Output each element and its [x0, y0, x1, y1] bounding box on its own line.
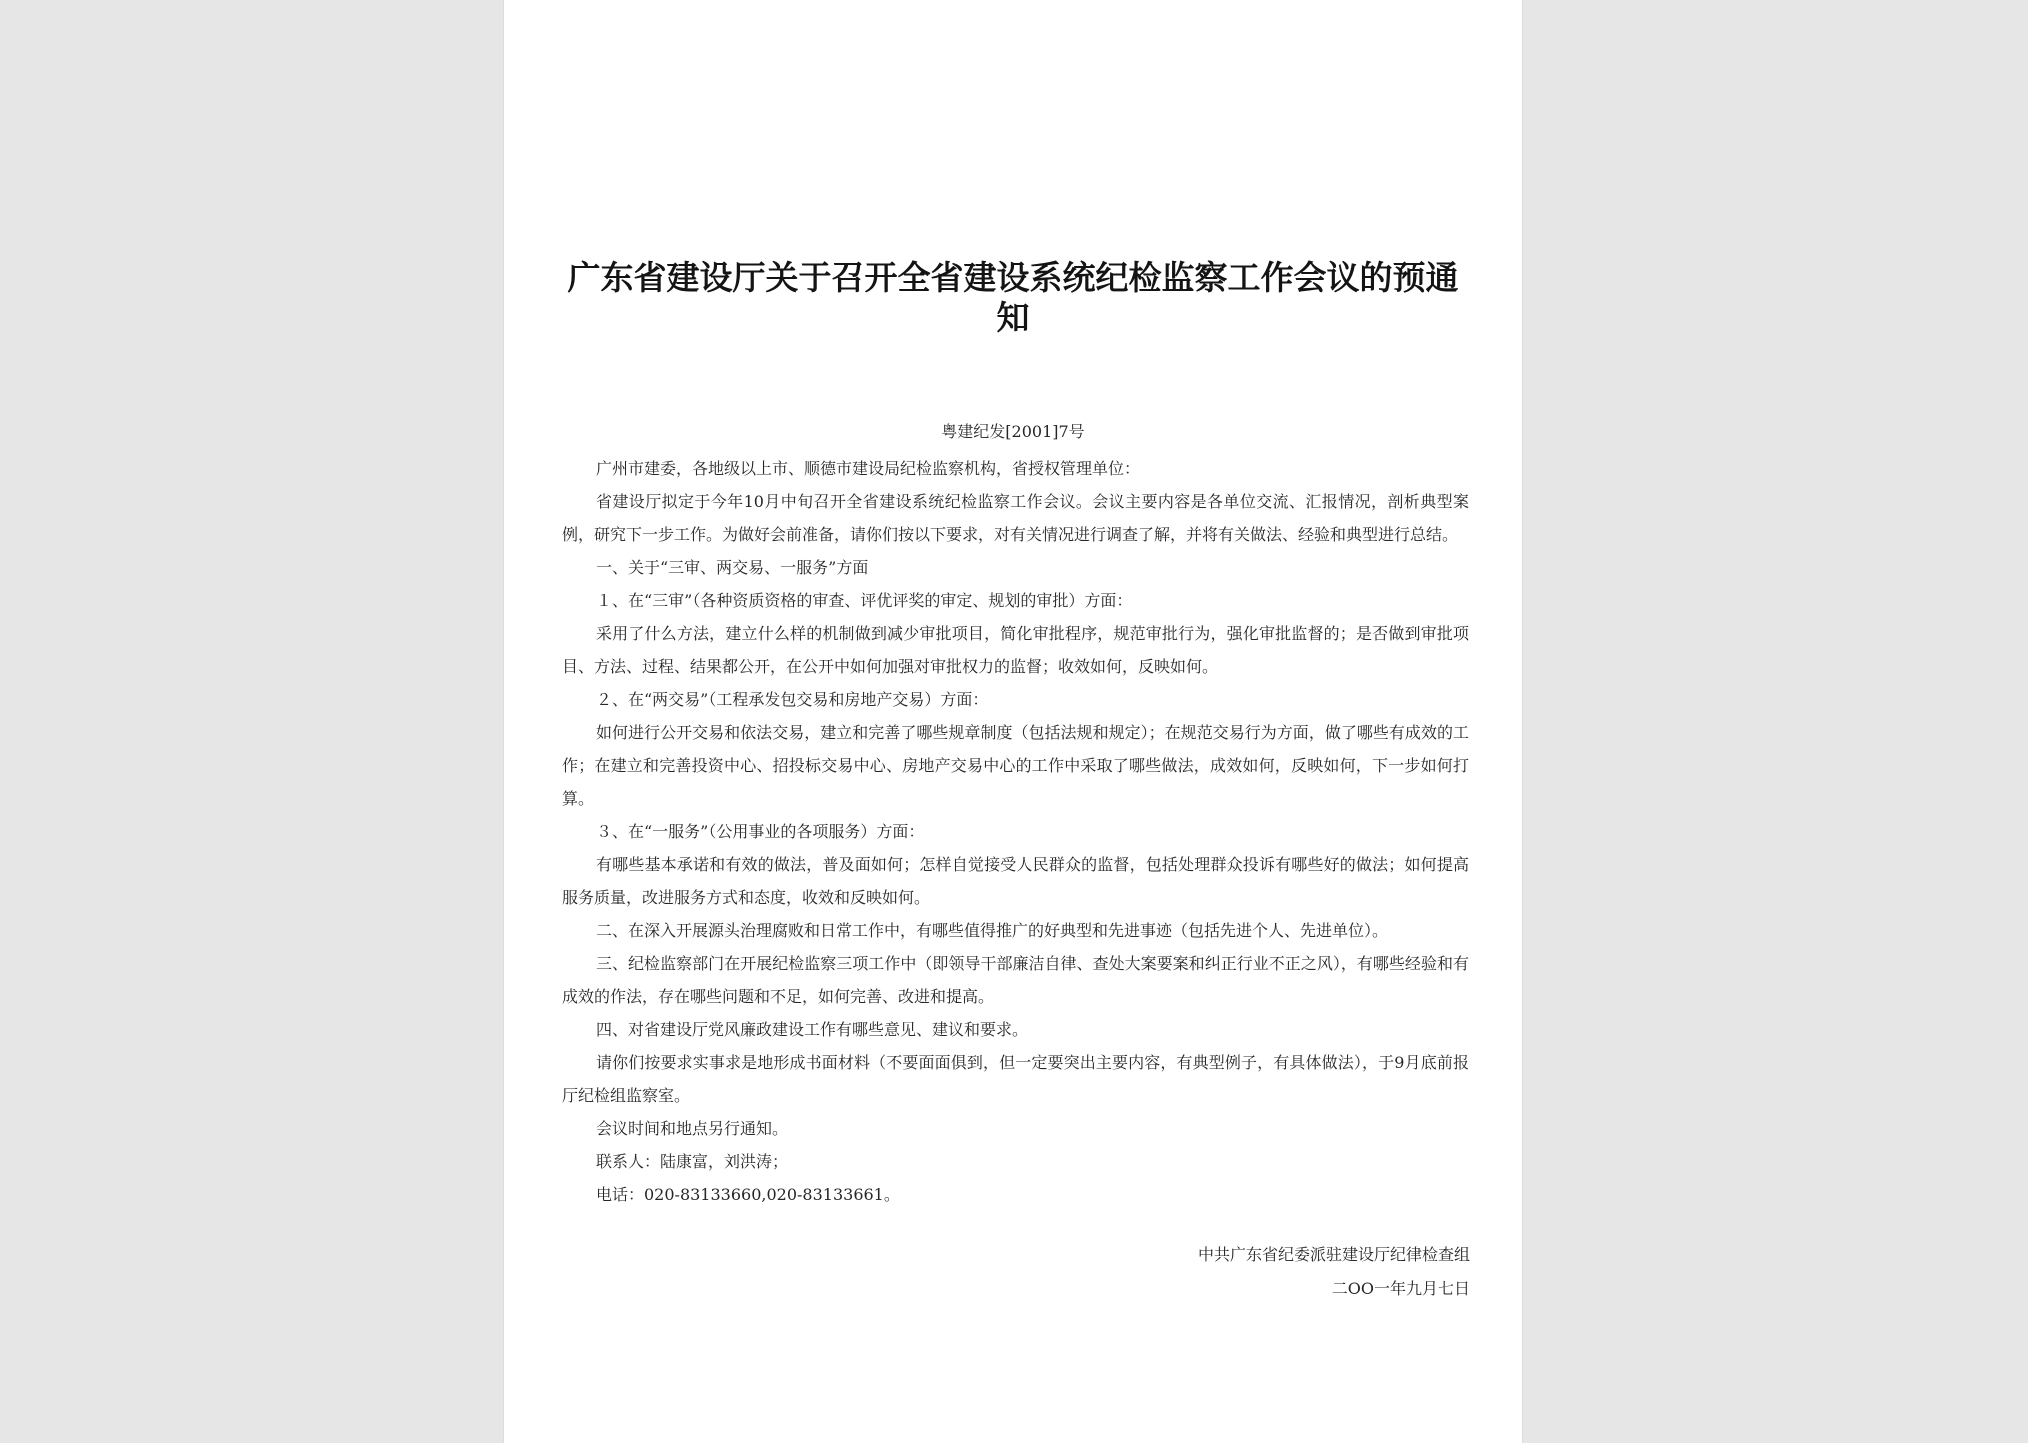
paragraph-meeting-notice: 会议时间和地点另行通知。: [596, 1119, 789, 1138]
paragraph-phone: 电话：020-83133660,020-83133661。: [596, 1185, 900, 1204]
paragraph-section-4: 四、对省建设厅党风廉政建设工作有哪些意见、建议和要求。: [596, 1020, 1029, 1039]
paragraph-intro: 省建设厅拟定于今年10月中旬召开全省建设系统纪检监察工作会议。会议主要内容是各单位交流、汇报情况，剖析典型案例，研究下一步工作。为做好会前准备，请你们按以下要求，对有关情况进行调查了解，并将有关做法、经验和典型进行总结。: [562, 492, 1469, 544]
signature-date: 二OO一年九月七日: [1331, 1279, 1470, 1298]
paragraph-submission-request: 请你们按要求实事求是地形成书面材料（不要面面俱到，但一定要突出主要内容，有典型例子，有具体做法），于9月底前报厅纪检组监察室。: [562, 1053, 1469, 1105]
document-title: 广东省建设厅关于召开全省建设系统纪检监察工作会议的预通知: [567, 258, 1459, 337]
paragraph-item-2-body: 如何进行公开交易和依法交易，建立和完善了哪些规章制度（包括法规和规定）；在规范交易行为方面，做了哪些有成效的工作；在建立和完善投资中心、招投标交易中心、房地产交易中心的工作中采取了哪些做法，成效如何，反映如何，下一步如何打算。: [562, 723, 1469, 808]
paragraph-item-3-body: 有哪些基本承诺和有效的做法，普及面如何；怎样自觉接受人民群众的监督，包括处理群众投诉有哪些好的做法；如何提高服务质量，改进服务方式和态度，收效和反映如何。: [562, 855, 1469, 907]
salutation: 广州市建委，各地级以上市、顺德市建设局纪检监察机构，省授权管理单位：: [596, 459, 1141, 478]
paragraph-item-1-heading: １、在“三审”（各种资质资格的审查、评优评奖的审定、规划的审批）方面：: [596, 591, 1133, 610]
paragraph-item-3-heading: ３、在“一服务”（公用事业的各项服务）方面：: [596, 822, 925, 841]
document-number: 粤建纪发[2001]7号: [941, 422, 1085, 441]
paragraph-item-1-body: 采用了什么方法，建立什么样的机制做到减少审批项目，简化审批程序，规范审批行为，强化审批监督的；是否做到审批项目、方法、过程、结果都公开，在公开中如何加强对审批权力的监督；收效如何，反映如何。: [562, 624, 1469, 676]
signature-organization: 中共广东省纪委派驻建设厅纪律检查组: [1197, 1245, 1470, 1264]
document-page: [504, 0, 1522, 1443]
paragraph-contacts: 联系人：陆康富，刘洪涛；: [596, 1152, 789, 1171]
paragraph-item-2-heading: ２、在“两交易”（工程承发包交易和房地产交易）方面：: [596, 690, 989, 709]
paragraph-section-2: 二、在深入开展源头治理腐败和日常工作中，有哪些值得推广的好典型和先进事迹（包括先进个人、先进单位）。: [596, 921, 1389, 940]
paragraph-section-3: 三、纪检监察部门在开展纪检监察三项工作中（即领导干部廉洁自律、查处大案要案和纠正行业不正之风），有哪些经验和有成效的作法，存在哪些问题和不足，如何完善、改进和提高。: [562, 954, 1469, 1006]
document-body: [562, 452, 1469, 1211]
paragraph-section-1-heading: 一、关于“三审、两交易、一服务”方面: [596, 558, 869, 577]
